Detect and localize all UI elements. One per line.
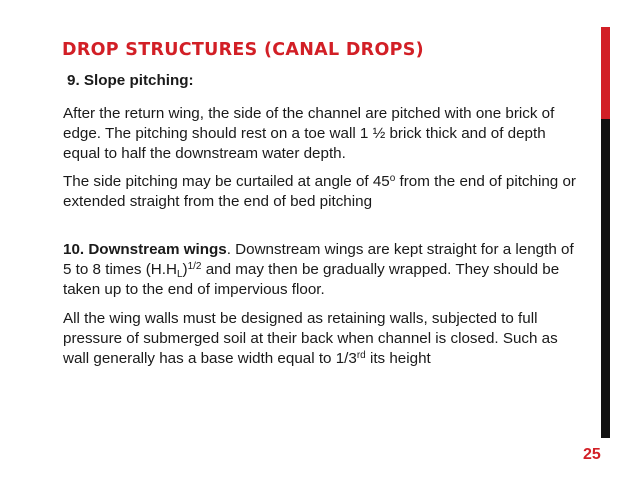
section-10-heading: 10. Downstream wings	[63, 241, 227, 258]
section-10-paragraph-1-text-b: )	[182, 261, 188, 278]
section-10-paragraph-1-text-a: . Downstream wings are kept straight for a length of 5 to 8 times (H.H	[63, 241, 574, 278]
ordinal-superscript: rd	[356, 350, 366, 361]
degree-superscript: o	[389, 173, 396, 184]
accent-bar-red	[601, 27, 610, 119]
section-9-paragraph-2	[63, 172, 583, 212]
section-10-paragraph-2-text-b: its height	[365, 350, 431, 367]
section-9-paragraph-1-text: After the return wing, the side of the channel are pitched with one brick of edge. The pitching should rest on a toe wall 1 ½ brick thick and of depth equal to half the downstream water depth.	[63, 105, 555, 162]
section-9-paragraph-2-text-b: from the end of pitching or extended straight from the end of bed pitching	[63, 173, 576, 210]
page-number: 25	[583, 446, 601, 463]
section-10-paragraph-2	[63, 309, 583, 369]
section-9-paragraph-2-text-a: The side pitching may be curtailed at angle of 45	[63, 173, 390, 190]
exponent-half: 1/2	[187, 261, 202, 272]
section-10-paragraph-1	[63, 240, 583, 300]
slide-title: DROP STRUCTURES (CANAL DROPS)	[62, 40, 424, 60]
subscript-l: L	[176, 269, 183, 280]
section-9-paragraph-1	[63, 104, 583, 164]
accent-bar-black	[601, 119, 610, 438]
section-9-heading: 9. Slope pitching:	[67, 72, 194, 89]
section-10-paragraph-1-text-c: and may then be gradually wrapped. They should be taken up to the end of impervious floor.	[63, 261, 560, 298]
section-10-paragraph-2-text-a: All the wing walls must be designed as retaining walls, subjected to full pressure of submerged soil at their back when channel is closed. Such as wall generally has a base width equal to 1/3	[63, 310, 558, 367]
